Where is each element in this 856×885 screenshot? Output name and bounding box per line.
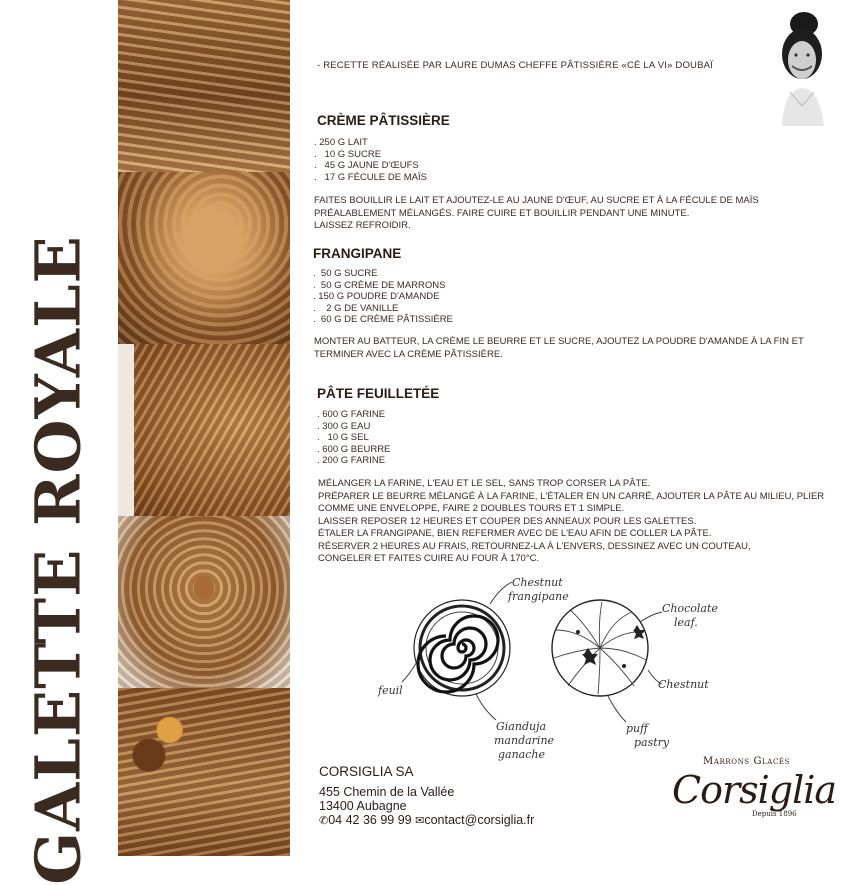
step-line: TERMINER AVEC LA CRÈME PÂTISSIÈRE. — [314, 348, 503, 360]
email-link[interactable]: contact@corsiglia.fr — [424, 813, 535, 827]
ingredient: . 600 G FARINE — [317, 409, 386, 420]
label-feuil: feuil — [378, 684, 403, 697]
step-line: MÉLANGER LA FARINE, L'EAU ET LE SEL, SANS TROP CORSER LA PÂTE. — [318, 478, 651, 489]
label-mandarine: mandarine — [494, 734, 555, 747]
creme-ingredients — [314, 137, 427, 183]
contact-line — [319, 813, 534, 827]
address-line-1: 455 Chemin de la Vallée — [319, 785, 455, 799]
ingredient: . 300 G EAU — [317, 420, 371, 432]
frangipane-title: FRANGIPANE — [313, 246, 402, 261]
creme-title: CRÈME PÂTISSIÈRE — [317, 113, 450, 128]
label-chestnut: Chestnut — [512, 576, 563, 589]
frangipane-steps — [314, 336, 804, 361]
phone-icon: ✆ — [319, 815, 329, 827]
pate-steps — [318, 478, 824, 566]
pate-ingredients — [317, 409, 390, 467]
galette-photo-2 — [118, 172, 290, 344]
address-line-2: 13400 Aubagne — [319, 799, 407, 813]
galette-photo-bottom — [118, 688, 290, 856]
ingredient: . 50 G CRÈME DE MARRONS — [313, 279, 446, 291]
envelope-icon: ✉ — [415, 815, 425, 827]
ingredient: . 17 G FÉCULE DE MAÏS — [314, 171, 427, 183]
frangipane-ingredients — [313, 268, 453, 326]
ingredient: . 45 G JAUNE D'ŒUFS — [314, 160, 419, 171]
label-leaf: leaf. — [674, 616, 698, 629]
phone-number[interactable]: 04 42 36 99 99 — [328, 813, 412, 827]
step-line: ÉTALER LA FRANGIPANE, BIEN REFERMER AVEC DE L'EAU AFIN DE COLLER LA PÂTE. — [318, 528, 712, 539]
label-pastry: pastry — [634, 736, 670, 749]
galette-photo-4 — [118, 516, 290, 688]
step-line: LAISSEZ REFROIDIR. — [314, 220, 411, 231]
step-line: MONTER AU BATTEUR, LA CRÈME LE BEURRE ET LE SUCRE, AJOUTEZ LA POUDRE D'AMANDE À LA FIN ET — [314, 336, 804, 347]
ingredient: . 60 G DE CRÈME PÂTISSIÈRE — [313, 314, 453, 325]
step-line: PRÉALABLEMENT MÉLANGÉS. FAIRE CUIRE ET BOUILLIR PENDANT UNE MINUTE. — [314, 207, 690, 219]
label-puff: puff — [626, 722, 648, 735]
label-frangipane: frangipane — [508, 590, 569, 603]
label-chestnut-2: Chestnut — [658, 678, 709, 691]
chef-portrait — [762, 8, 836, 126]
ingredient: . 200 G FARINE — [317, 455, 386, 466]
step-line: CONGELER ET FAITES CUIRE AU FOUR À 170°C. — [318, 553, 540, 564]
ingredient: . 600 G BEURRE — [317, 443, 391, 455]
step-line: PRÉPARER LE BEURRE MÉLANGÉ À LA FARINE, L'ÉTALER EN UN CARRÉ, AJOUTER LA PÂTE AU MILIEU, PLIER — [318, 490, 825, 502]
top-view-drawing — [552, 600, 648, 696]
page-title: GALETTE ROYALE — [21, 235, 95, 885]
label-gianduja: Gianduja — [496, 720, 547, 733]
company-name: CORSIGLIA SA — [319, 764, 414, 779]
cross-section-drawing — [414, 600, 510, 696]
step-line: FAITES BOUILLIR LE LAIT ET AJOUTEZ-LE AU JAUNE D'ŒUF, AU SUCRE ET À LA FÉCULE DE MAÏS — [314, 195, 759, 206]
ingredient: . 10 G SEL — [317, 432, 369, 443]
creme-steps — [314, 195, 759, 233]
ingredient: . 150 G POUDRE D'AMANDE — [313, 291, 440, 302]
galette-photo-3 — [118, 344, 290, 516]
label-ganache: ganache — [498, 748, 545, 761]
ingredient: . 2 G DE VANILLE — [313, 302, 399, 314]
recipe-credit: - RECETTE RÉALISÉE PAR LAURE DUMAS CHEFFE PÂTISSIÈRE «CÉ LA VI» DOUBAÏ — [317, 60, 714, 71]
label-chocolate: Chocolate — [662, 602, 718, 615]
step-line: COMME UNE ENVELOPPE, FAIRE 2 DOUBLES TOURS ET 1 SIMPLE. — [318, 503, 625, 514]
ingredient: . 250 G LAIT — [314, 137, 368, 148]
step-line: LAISSER REPOSER 12 HEURES ET COUPER DES ANNEAUX POUR LES GALETTES. — [318, 515, 697, 527]
logo-since: Depuis 1896 — [752, 810, 797, 818]
ingredient: . 10 G SUCRE — [314, 148, 382, 160]
photo-strip — [118, 0, 290, 856]
pate-title: PÂTE FEUILLETÉE — [317, 386, 440, 401]
logo-brand: Corsiglia — [672, 768, 837, 812]
galette-photo-top — [118, 0, 290, 172]
ingredient: . 50 G SUCRE — [313, 268, 378, 279]
title-band — [0, 0, 118, 885]
step-line: RÉSERVER 2 HEURES AU FRAIS, RETOURNEZ-LA À L'ENVERS, DESSINEZ AVEC UN COUTEAU, — [318, 540, 751, 552]
logo-tagline: Marrons Glacés — [703, 756, 791, 767]
galette-sketch — [372, 570, 732, 766]
